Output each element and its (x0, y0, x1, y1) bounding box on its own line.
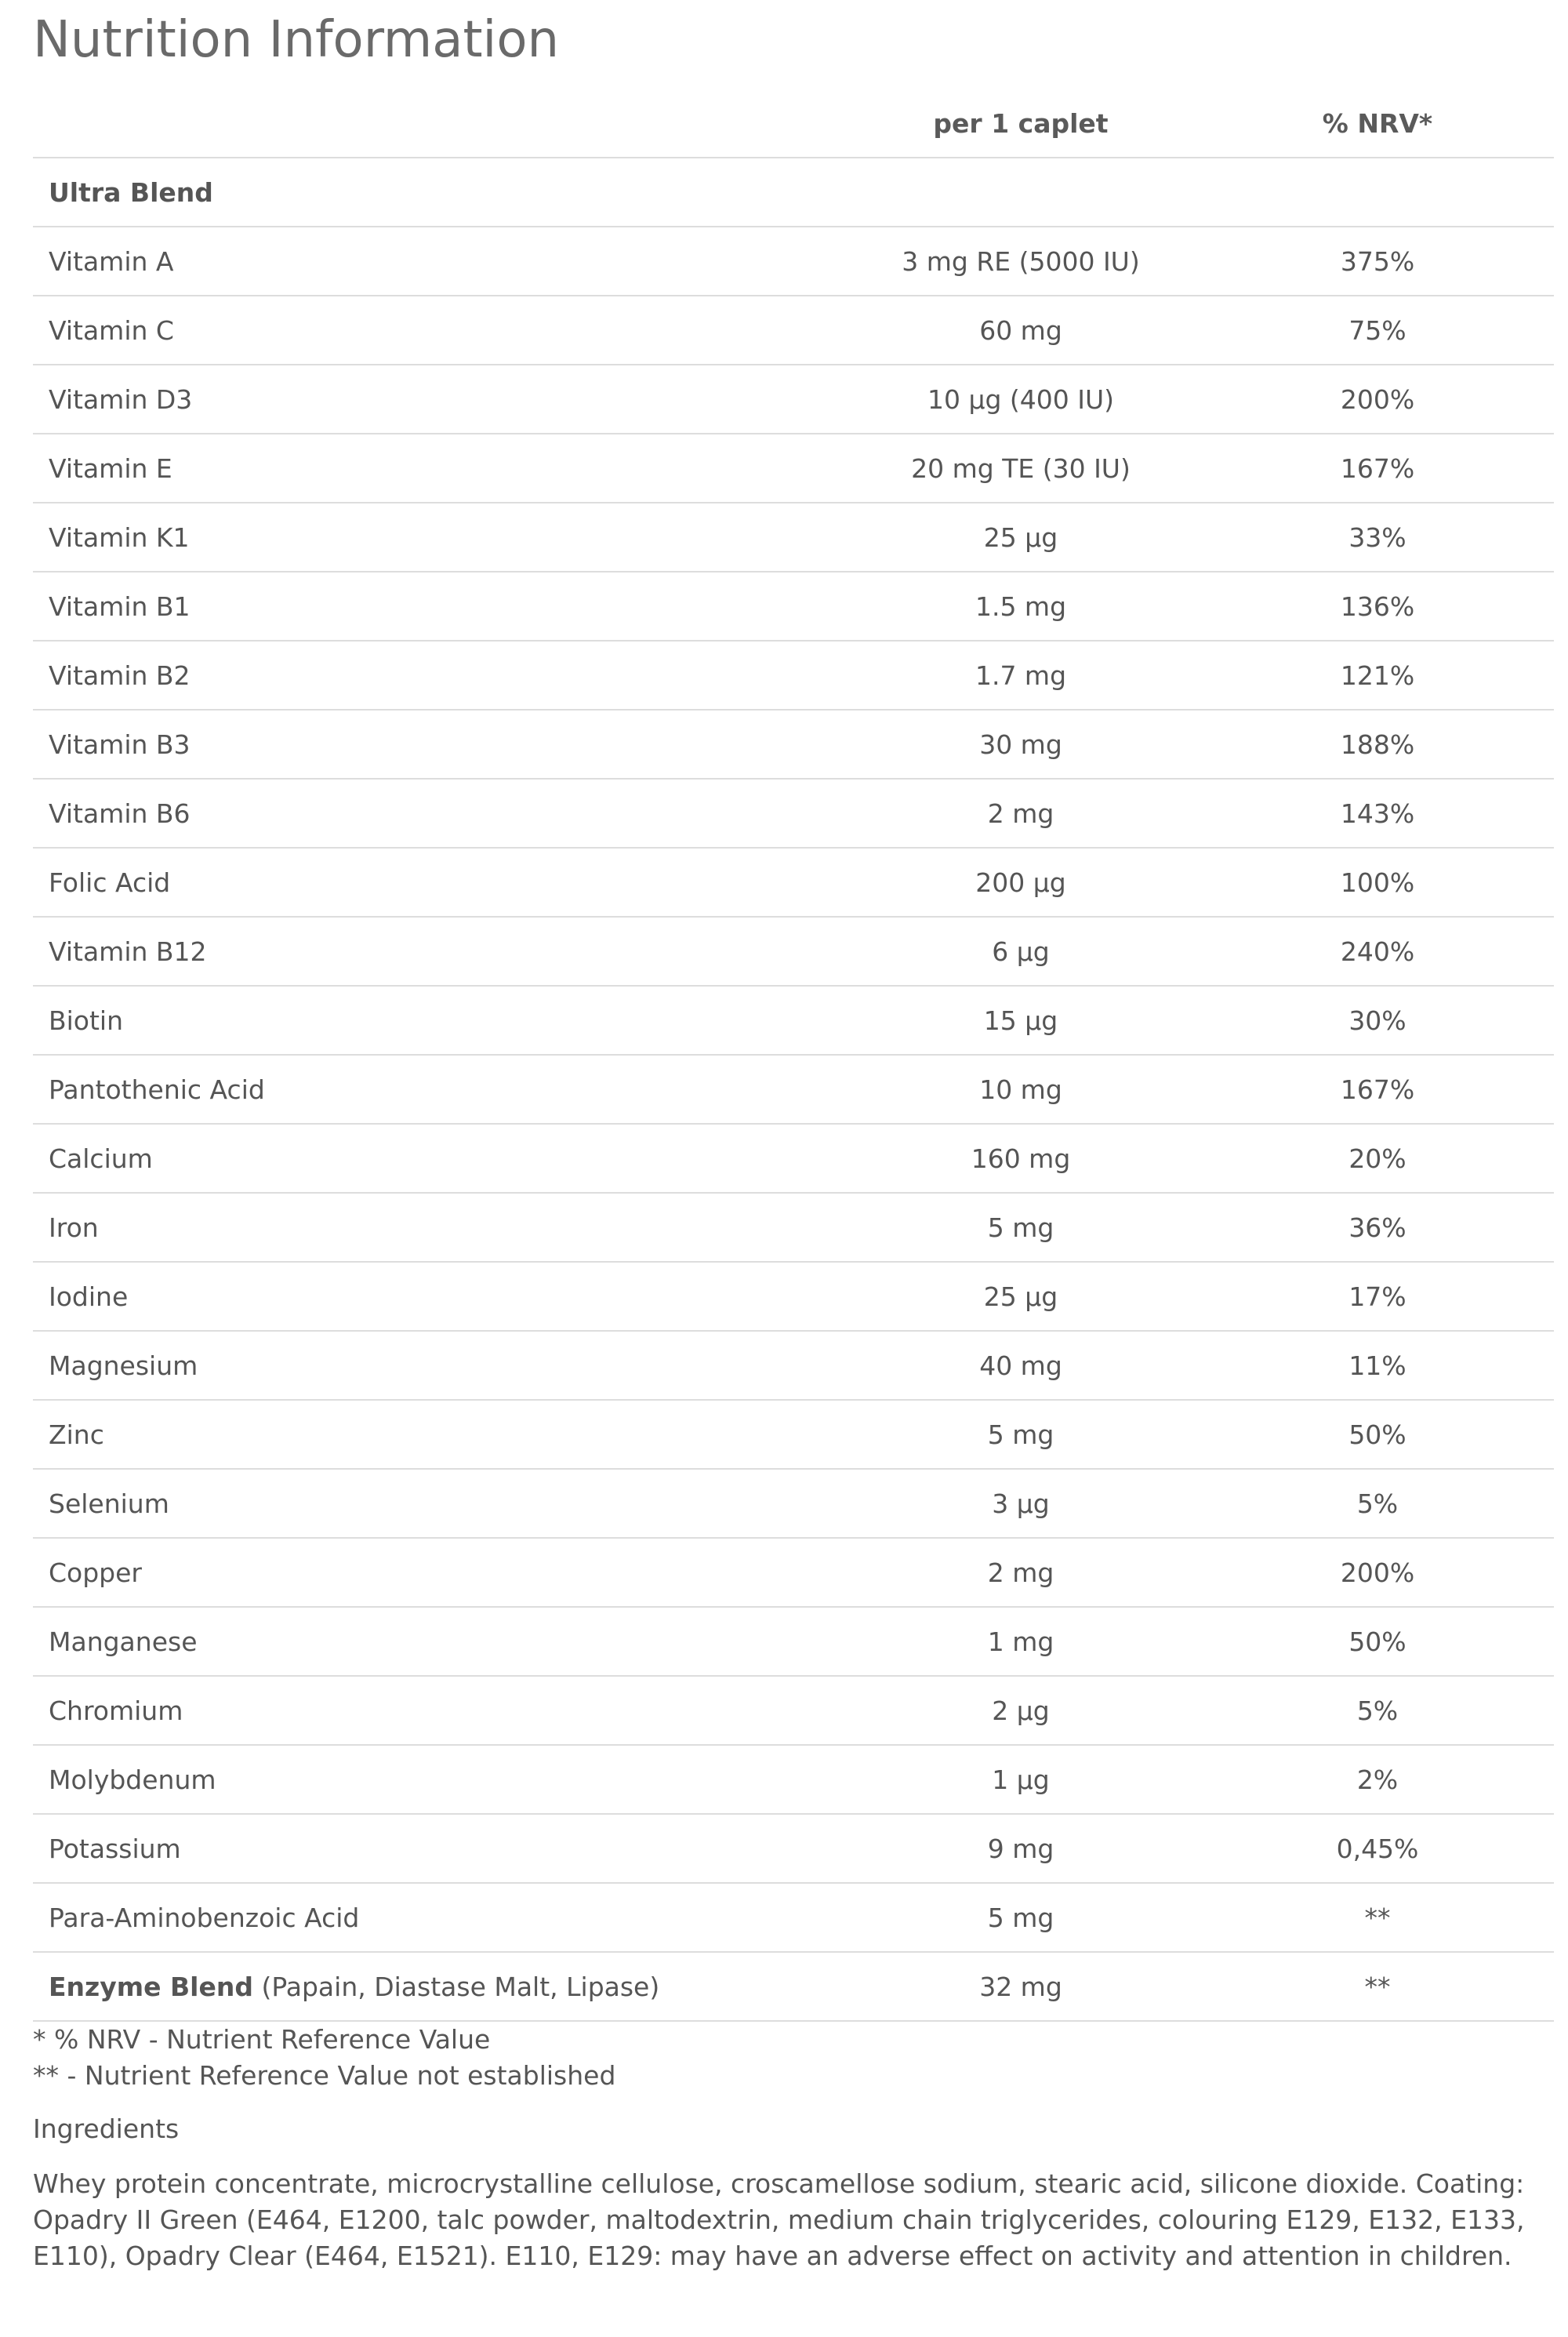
nutrient-nrv: 167% (1201, 434, 1554, 503)
nutrient-amount: 2 mg (840, 1538, 1201, 1607)
nutrient-name: Selenium (33, 1469, 840, 1538)
nutrient-amount: 32 mg (840, 1952, 1201, 2021)
nutrient-nrv: 143% (1201, 779, 1554, 848)
nutrient-name: Chromium (33, 1676, 840, 1745)
nutrient-amount: 40 mg (840, 1331, 1201, 1400)
table-row (33, 1055, 1554, 1124)
nutrient-name: Magnesium (33, 1331, 840, 1400)
nutrient-nrv: 75% (1201, 296, 1554, 365)
nutrient-nrv: 5% (1201, 1469, 1554, 1538)
nutrient-nrv: 50% (1201, 1400, 1554, 1469)
table-row (33, 986, 1554, 1055)
table-row (33, 848, 1554, 917)
nutrient-nrv: 100% (1201, 848, 1554, 917)
nutrient-nrv: 200% (1201, 1538, 1554, 1607)
nutrient-name: Vitamin B12 (33, 917, 840, 986)
table-header-row (33, 89, 1554, 158)
nutrient-nrv: 11% (1201, 1331, 1554, 1400)
table-row (33, 917, 1554, 986)
nutrient-amount: 1.7 mg (840, 641, 1201, 710)
nutrient-name: Biotin (33, 986, 840, 1055)
ingredients-text: Whey protein concentrate, microcrystalline cellulose, croscamellose sodium, stearic acid, silicone dioxide. Coating: Opadry II Green (E464, E1200, talc powder, maltodextrin, medium chain triglycerides, colouring E129, E132, E133, E110), Opadry Clear (E464, E1521). E110, E129: may have an adverse effect on activity and attention in children. (33, 2168, 1525, 2271)
nutrient-name: Para-Aminobenzoic Acid (33, 1883, 840, 1952)
nutrient-amount: 6 µg (840, 917, 1201, 986)
nutrient-name: Manganese (33, 1607, 840, 1676)
nutrient-nrv: 36% (1201, 1193, 1554, 1262)
nutrient-name: Potassium (33, 1814, 840, 1883)
table-row (33, 1400, 1554, 1469)
footer-notes (33, 2022, 1546, 2274)
nutrient-amount: 30 mg (840, 710, 1201, 779)
nutrient-nrv: 167% (1201, 1055, 1554, 1124)
nutrient-amount: 3 mg RE (5000 IU) (840, 227, 1201, 296)
table-row (33, 641, 1554, 710)
table-row (33, 1676, 1554, 1745)
table-row (33, 1124, 1554, 1193)
nutrient-name: Vitamin B2 (33, 641, 840, 710)
footnote-nrv: * % NRV - Nutrient Reference Value (33, 2024, 491, 2055)
nutrient-amount: 2 mg (840, 779, 1201, 848)
table-row (33, 365, 1554, 434)
nutrient-nrv: 200% (1201, 365, 1554, 434)
table-row (33, 1331, 1554, 1400)
nutrient-nrv: 5% (1201, 1676, 1554, 1745)
nutrient-name: Vitamin A (33, 227, 840, 296)
page-title: Nutrition Information (33, 11, 560, 69)
table-row (33, 1469, 1554, 1538)
nutrient-amount: 5 mg (840, 1400, 1201, 1469)
nutrient-amount: 3 µg (840, 1469, 1201, 1538)
nutrient-nrv: 121% (1201, 641, 1554, 710)
nutrient-nrv: ** (1201, 1883, 1554, 1952)
table-row (33, 710, 1554, 779)
nutrient-name: Vitamin K1 (33, 503, 840, 572)
table-row (33, 434, 1554, 503)
nutrient-nrv: 17% (1201, 1262, 1554, 1331)
nutrient-name: Copper (33, 1538, 840, 1607)
nutrient-name: Pantothenic Acid (33, 1055, 840, 1124)
nutrient-amount: 25 µg (840, 1262, 1201, 1331)
nutrient-amount: 1.5 mg (840, 572, 1201, 641)
nutrient-name: Vitamin B3 (33, 710, 840, 779)
nutrient-amount: 1 µg (840, 1745, 1201, 1814)
nutrient-nrv: 375% (1201, 227, 1554, 296)
nutrient-nrv: 136% (1201, 572, 1554, 641)
header-nrv: % NRV* (1201, 89, 1554, 158)
table-row (33, 1538, 1554, 1607)
nutrient-amount: 5 mg (840, 1883, 1201, 1952)
nutrient-name: Vitamin B6 (33, 779, 840, 848)
nutrient-nrv: 33% (1201, 503, 1554, 572)
table-body (33, 158, 1554, 2021)
nutrient-name: Molybdenum (33, 1745, 840, 1814)
table-row (33, 1262, 1554, 1331)
nutrient-amount: 1 mg (840, 1607, 1201, 1676)
nutrient-amount: 200 µg (840, 848, 1201, 917)
nutrient-name: Iodine (33, 1262, 840, 1331)
nutrient-name: Iron (33, 1193, 840, 1262)
nutrient-name: Vitamin C (33, 296, 840, 365)
nutrient-name: Calcium (33, 1124, 840, 1193)
nutrient-amount: 20 mg TE (30 IU) (840, 434, 1201, 503)
nutrition-table (33, 89, 1554, 2022)
section-row-ultra-blend (33, 158, 1554, 227)
table-row (33, 227, 1554, 296)
nutrient-amount: 5 mg (840, 1193, 1201, 1262)
nutrient-amount: 25 µg (840, 503, 1201, 572)
table-row (33, 572, 1554, 641)
table-row-enzyme-blend (33, 1952, 1554, 2021)
nutrient-amount: 10 mg (840, 1055, 1201, 1124)
nutrient-nrv: 50% (1201, 1607, 1554, 1676)
nutrient-amount: 9 mg (840, 1814, 1201, 1883)
ingredients-heading: Ingredients (33, 2113, 180, 2144)
nutrient-nrv: 0,45% (1201, 1814, 1554, 1883)
table-row (33, 1883, 1554, 1952)
nutrient-amount: 2 µg (840, 1676, 1201, 1745)
nutrient-nrv: 188% (1201, 710, 1554, 779)
nutrient-name: Folic Acid (33, 848, 840, 917)
nutrient-nrv: ** (1201, 1952, 1554, 2021)
nutrient-nrv: 2% (1201, 1745, 1554, 1814)
nutrient-name (33, 1952, 840, 2021)
table-row (33, 1607, 1554, 1676)
nutrient-amount: 10 µg (400 IU) (840, 365, 1201, 434)
nutrient-nrv: 20% (1201, 1124, 1554, 1193)
nutrient-amount: 60 mg (840, 296, 1201, 365)
table-row (33, 1814, 1554, 1883)
nutrient-nrv: 240% (1201, 917, 1554, 986)
nutrient-nrv: 30% (1201, 986, 1554, 1055)
section-label: Ultra Blend (33, 158, 1554, 227)
table-row (33, 503, 1554, 572)
nutrient-name: Vitamin E (33, 434, 840, 503)
table-row (33, 1193, 1554, 1262)
nutrient-name: Vitamin D3 (33, 365, 840, 434)
footnote-not-established: ** - Nutrient Reference Value not established (33, 2060, 616, 2091)
nutrient-amount: 15 µg (840, 986, 1201, 1055)
nutrient-name: Vitamin B1 (33, 572, 840, 641)
table-row (33, 779, 1554, 848)
table-row (33, 296, 1554, 365)
nutrient-amount: 160 mg (840, 1124, 1201, 1193)
nutrient-name: Zinc (33, 1400, 840, 1469)
header-name (33, 89, 840, 158)
header-amount: per 1 caplet (840, 89, 1201, 158)
enzyme-blend-label: Enzyme Blend (49, 1971, 253, 2002)
enzyme-blend-components: (Papain, Diastase Malt, Lipase) (252, 1971, 660, 2002)
table-row (33, 1745, 1554, 1814)
